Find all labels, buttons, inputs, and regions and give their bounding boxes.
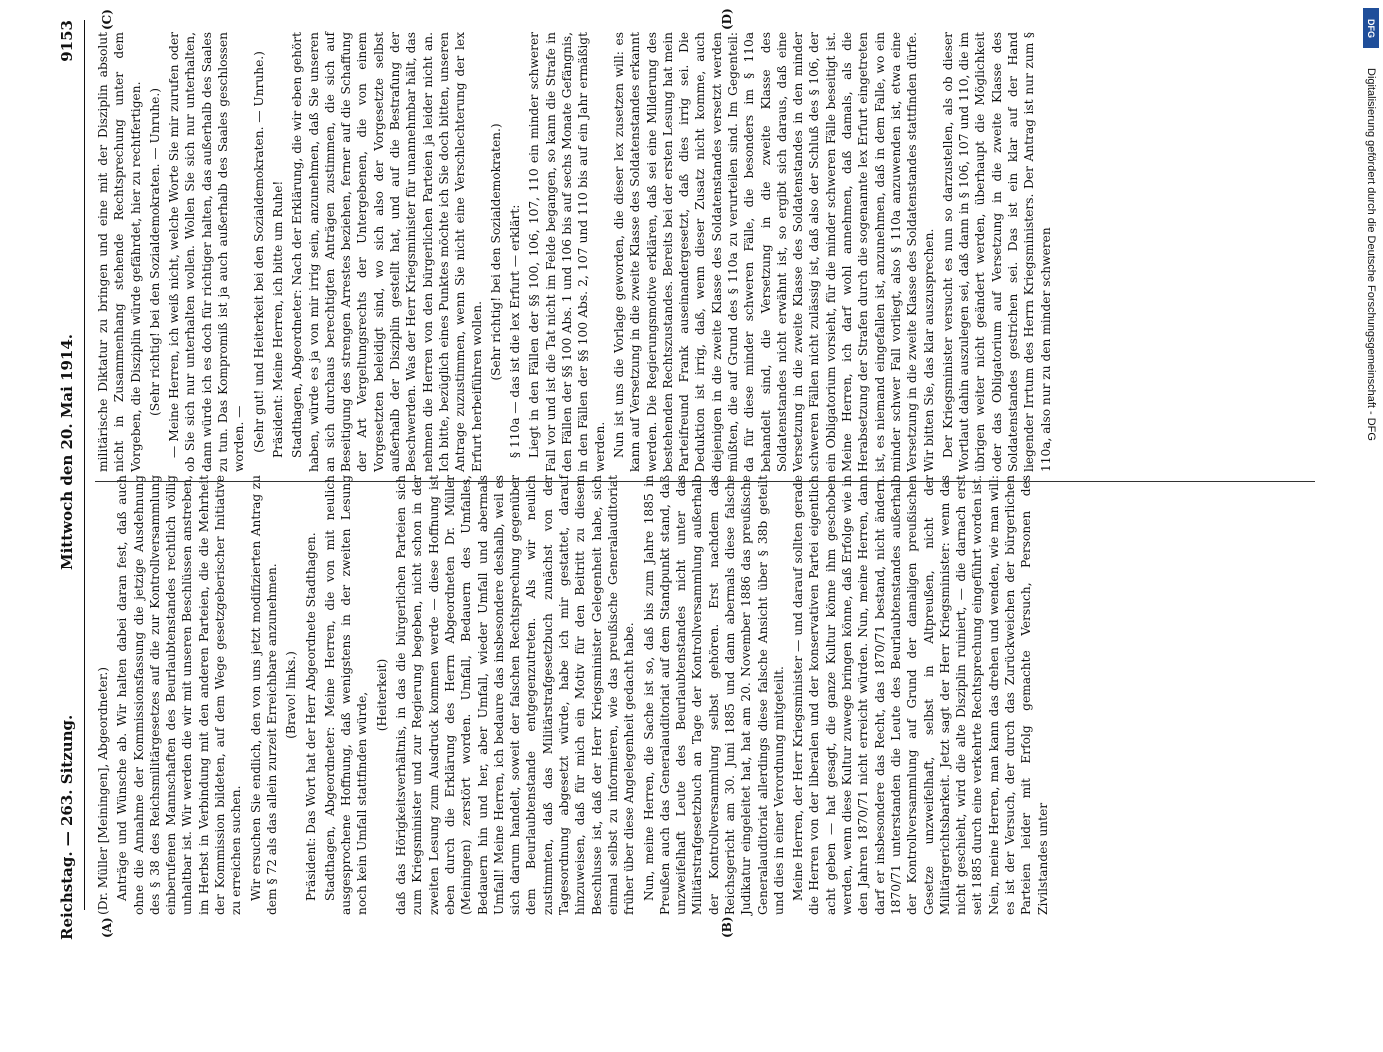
paragraph: Präsident: Meine Herren, ich bitte um Ruhe! [270,180,285,458]
funding-note [1361,8,1379,992]
funding-note-text: Digitalisierung gefördert durch die Deutsche Forschungsgemeinschaft - DFG [1365,68,1377,441]
paragraph: Liegt in den Fällen der §§ 100, 106, 107, 110 ein minder schwerer Fall vor und ist die Tat nicht im Felde begangen, so kann die Strafe in den Fällen der §§ 100 Abs. 1 und 106 bis auf sechs Monate Gefängnis, in den Fällen der §§ 100 Abs. 2, 107 und 110 bis auf ein Jahr ermäßigt werden. [527,32,607,472]
paragraph: Stadthagen, Abgeordneter: Nach der Erklärung, die wir eben gehört haben, würde es ja von mir irrig sein, anzunehmen, daß Sie unseren an sich durchaus berechtigten Anträgen zustimmen, die sich auf Beseitigung des strengen Arrestes beziehen, ferner auf die Schaffung der Art Vergeltungsrechts der Untergebenen, die von einem Vorgesetzten beleidigt sind, wo sich also der Vorgesetzte selbst außerhalb der Disziplin gestellt hat, und auf die Bestrafung der Beschwerden. Was der Herr Kriegsminister für unannehmbar hält, das nehmen die Herren von den bürgerlichen Parteien ja leider nicht an. Ich bitte, bezüglich eines Punktes möchte ich Sie doch bitten, unseren Antrage zuzustimmen, wenn Sie nicht eine Verschlechterung der lex Erfurt herbeiführen wollen. [290,32,484,472]
header-date: Mittwoch den 20. Mai 1914. [58,333,76,570]
left-column [95,475,1054,915]
paragraph: (Dr. Müller [Meiningen], Abgeordneter.) [96,667,110,915]
paragraph: (Sehr richtig! bei den Sozialdemokraten.) [488,123,503,381]
paragraph: § 110a — das ist die lex Erfurt — erklärt: [508,204,523,458]
right-column [95,32,1057,472]
header-session: Reichstag. — 263. Sitzung. [58,714,76,940]
paragraph: Nun ist uns die Vorlage geworden, die dieser lex zusetzen will: es kann auf Versetzung in die zweite Klasse des Soldatenstandes erkannt werden. Die Regierungsmotive erklären, daß sei eine Milderung des bestehenden Rechtszustandes. Bereits bei der ersten Lesung hat mein Parteifreund Frank auseinandergesetzt, daß dies irrig sei. Die Deduktion ist irrig, daß, wenn dieser Zusatz nicht komme, auch diejenigen in die zweite Klasse des Soldatenstandes versetzt werden müßten, die auf Grund des § 110a zu verurteilen sind. Im Gegenteil: da für diese minder schweren Fälle, die besonders im § 110a behandelt sind, die Versetzung in die zweite Klasse des Soldatenstandes nicht erwähnt ist, so ergibt sich daraus, daß eine Versetzung in die zweite Klasse des Soldatenstandes in den minder schweren Fällen nicht zulässig ist, daß also der Schluß des § 106, der ein Obligatorium vorsieht, für die minder schweren Fälle beseitigt ist. Meine Herren, ich darf wohl annehmen, daß damals, als die Herabsetzung der Strafen durch die sogenannte lex Erfurt eingetreten ist, es niemand eingefallen ist, anzunehmen, daß in dem Falle, wo ein minder schwer Fall vorliegt, also § 110a anzuwenden ist, etwa eine Versetzung in die zweite Klasse des Soldatenstandes stattfinden dürfe. Wir bitten Sie, das klar auszusprechen. [611,32,936,472]
dfg-logo: DFG [1363,8,1379,48]
paragraph: daß das Hörigkeitsverhältnis, in das die bürgerlichen Parteien sich zum Kriegsminister und zur Regierung begeben, nicht schon in der zweiten Lesung zum Ausdruck kommen werde — diese Hoffnung ist eben durch die Erklärung des Herrn Abgeordneten Dr. Müller (Meiningen) zerstört worden. Umfall, Bedauern des Umfalles, Bedauern hin und her, aber Umfall, wieder Umfall und abermals Umfall! Meine Herren, ich bedaure das insbesondere deshalb, weil es sich darum handelt, soweit der falschen Rechtsprechung gegenüber dem Beurlaubtenstande entgegenzutreten. Als wir neulich zustimmten, daß das Militärstrafgesetzbuch zunächst von der Tagesordnung abgesetzt würde, habe ich mir gestattet, darauf hinzuweisen, daß für mich ein Motiv für den Beitritt zu diesem Beschlusse ist, daß der Herr Kriegsminister Gelegenheit habe, sich einmal selbst zu informieren, wie das preußische Generalauditoriat früher über diese Angelegenheit gedacht habe. [394,475,637,915]
paragraph: (Sehr richtig! bei den Sozialdemokraten. — Unruhe.) [147,88,162,416]
paragraph: militärische Diktatur zu bringen und eine mit der Disziplin absolut nicht in Zusammenhang stehende Rechtsprechung unter dem Vorgeben, die Disziplin würde gefährdet, hier zu rechtfertigen. [96,32,143,472]
paragraph: Präsident: Das Wort hat der Herr Abgeordnete Stadthagen. [303,532,318,901]
paragraph: Stadthagen, Abgeordneter: Meine Herren, die von mit neulich ausgesprochene Hoffnung, daß wenigstens in der zweiten Lesung noch kein Umfall stattfinden würde, [322,475,370,915]
marker-a: (A) [100,917,114,938]
paragraph: Nun, meine Herren, die Sache ist so, daß bis zum Jahre 1885 in Preußen auch das Generalauditoriat auf dem Standpunkt stand, daß unzweifelhaft Leute des Beurlaubtenstandes nicht unter das Militärstrafgesetzbuch an Tage der Kontrollversammlung außerhalb der Kontrollversammlung selbst gehören. Erst nachdem das Reichsgericht am 30. Juni 1885 und dann abermals diese falsche Judikatur eingeleitet hat, hat am 20. November 1886 das preußische Generalauditoriat allerdings diese falsche Ansicht über § 38b geteilt und dies in einer Verordnung mitgeteilt. [641,475,786,915]
header-rule [84,20,85,910]
marker-d: (D) [720,8,734,30]
page-number: 9153 [58,20,76,62]
marker-c: (C) [100,9,114,30]
paragraph: (Bravo! links.) [284,651,299,739]
paragraph: Der Kriegsminister versucht es nun so darzustellen, als ob dieser Wortlaut dahin auszulegen sei, daß dann in § 106, 107 und 110, die im übrigen weiter nicht geändert werden, überhaupt die Möglichkeit oder das Obligatorium auf Versetzung in die zweite Klasse des Soldatenstandes gestrichen sei. Das ist ein klar auf der Hand liegender Irrtum des Herrn Kriegsministers. Der Antrag ist nur zum § 110a, also nur zu den minder schweren [940,32,1053,472]
paragraph: Meine Herren, der Herr Kriegsminister — und darauf sollten gerade die Herren von der liberalen und der konservativen Partei eigentlich acht geben — hat gesagt, die ganze Kultur könne ihm geschoben werden, wenn diese Kultur zuwege bringen könne, daß Erfolge wie in den Jahren 1870/71 nicht erreicht würden. Nun, meine Herren, dann darf er insbesondere das Recht, das 1870/71 bestand, nicht ändern. 1870/71 unterstanden die Leute des Beurlaubtenstandes außerhalb der Kontrollversammlung auf Grund der damaligen preußischen Gesetze unzweifelhaft, selbst in Altpreußen, nicht der Militärgerichtsbarkeit. Jetzt sagt der Herr Kriegsminister: wenn das nicht geschieht, wird die alte Disziplin ruiniert, — die darnach erst seit 1885 durch eine verkehrte Rechtsprechung eingeführt worden ist. Nein, meine Herren, man kann das drehen und wenden, wie man will: es ist der Versuch, der durch das Zurückweichen der bürgerlichen Parteien leider mit Erfolg gemachte Versuch, Personen des Zivilstandes unter [791,475,1050,915]
paragraph: (Sehr gut! und Heiterkeit bei den Sozialdemokraten. — Unruhe.) [251,51,266,453]
column-divider [95,481,1315,482]
paragraph: — Meine Herren, ich weiß nicht, welche Worte Sie mir zurufen oder ob Sie sich nur unterhalten wollen. Wollen Sie sich nur unterhalten, dann würde ich es doch für richtiger halten, das außerhalb des Saales zu tun. Das Kompromiß ist ja auch außerhalb des Saales geschlossen worden. — [167,32,247,472]
paragraph: Anträge und Wünsche ab. Wir halten dabei daran fest, daß auch ohne die Annahme der Kommissionsfassung die jetzige Ausdehnung des § 38 des Reichsmilitärgesetzes auf die zur Kontrollversammlung einberufenen Mannschaften des Beurlaubtenstandes rechtlich völlig unhaltbar ist. Wir werden die wir mit unseren Beschlüssen anstreben, im Herbst in Verbindung mit den anderen Parteien, die die Mehrheit der Kommission bildeten, auf dem Wege gesetzgeberischer Initiative zu erreichen suchen. [115,475,244,915]
paragraph: (Heiterkeit) [374,658,389,732]
marker-b: (B) [720,916,734,938]
paragraph: Wir ersuchen Sie endlich, den von uns jetzt modifizierten Antrag zu dem § 72 als das allein zurzeit Erreichbare anzunehmen. [248,475,279,915]
